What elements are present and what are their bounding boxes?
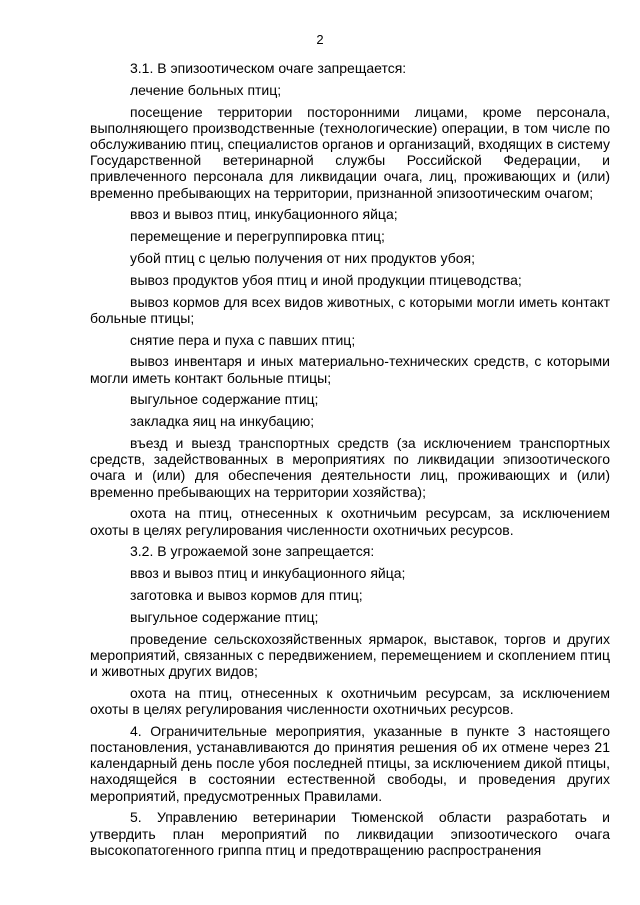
page-number: 2 xyxy=(316,32,324,47)
list-item: заготовка и вывоз кормов для птиц; xyxy=(130,586,363,603)
list-item: въезд и выезд транспортных средств (за исключением транспортных средств, задействованных в мероприятиях по ликвидации эпизоотического очага и (или) для обеспечения деятельности лиц, проживающих и (или) временно пребывающих на территории хозяйства); xyxy=(90,434,610,500)
paragraph-4: 4. Ограничительные мероприятия, указанные в пункте 3 настоящего постановления, устанавливаются до принятия решения об их отмене через 21 календарный день после убоя последней птицы, за исключением дикой птицы, находящейся в состоянии естественной свободы, и проведения других мероприятий, предусмотренных Правилами. xyxy=(90,722,610,804)
list-item: посещение территории посторонними лицами, кроме персонала, выполняющего производственные (технологические) операции, в том числе по обслуживанию птиц, специалистов органов и организаций, входящих в систему Государственной ветеринарной службы Российской Федерации, и привлеченного персонала для ликвидации очага, лиц, проживающих и (или) временно пребывающих на территории, признанной эпизоотическим очагом; xyxy=(90,103,610,201)
list-item: выгульное содержание птиц; xyxy=(130,608,319,625)
document-body xyxy=(90,60,610,864)
list-item: вывоз инвентаря и иных материально-технических средств, с которыми могли иметь контакт больные птицы; xyxy=(90,353,610,386)
list-item: закладка яиц на инкубацию; xyxy=(130,413,315,430)
list-item: вывоз продуктов убоя птиц и иной продукции птицеводства; xyxy=(130,271,522,288)
paragraph-5: 5. Управлению ветеринарии Тюменской области разработать и утвердить план мероприятий по ликвидации эпизоотического очага высокопатогенного гриппа птиц и предотвращению распространения xyxy=(90,809,610,858)
list-item: снятие пера и пуха с павших птиц; xyxy=(130,331,356,348)
list-item: ввоз и вывоз птиц и инкубационного яйца; xyxy=(130,565,406,582)
list-item: проведение сельскохозяйственных ярмарок, выставок, торгов и других мероприятий, связанных с передвижением, перемещением и скоплением птиц и животных других видов; xyxy=(90,630,610,679)
list-item: перемещение и перегруппировка птиц; xyxy=(130,228,385,245)
list-item: выгульное содержание птиц; xyxy=(130,391,319,408)
list-item: лечение больных птиц; xyxy=(130,81,282,98)
paragraph-3-2-heading: 3.2. В угрожаемой зоне запрещается: xyxy=(130,543,375,560)
list-item: убой птиц с целью получения от них продуктов убоя; xyxy=(130,250,475,266)
list-item: охота на птиц, отнесенных к охотничьим ресурсам, за исключением охоты в целях регулирования численности охотничьих ресурсов. xyxy=(90,684,610,717)
list-item: ввоз и вывоз птиц, инкубационного яйца; xyxy=(130,206,398,223)
list-item: охота на птиц, отнесенных к охотничьим ресурсам, за исключением охоты в целях регулирования численности охотничьих ресурсов. xyxy=(90,505,610,538)
list-item: вывоз кормов для всех видов животных, с которыми могли иметь контакт больные птицы; xyxy=(90,293,610,326)
paragraph-3-1-heading: 3.1. В эпизоотическом очаге запрещается: xyxy=(130,60,407,76)
